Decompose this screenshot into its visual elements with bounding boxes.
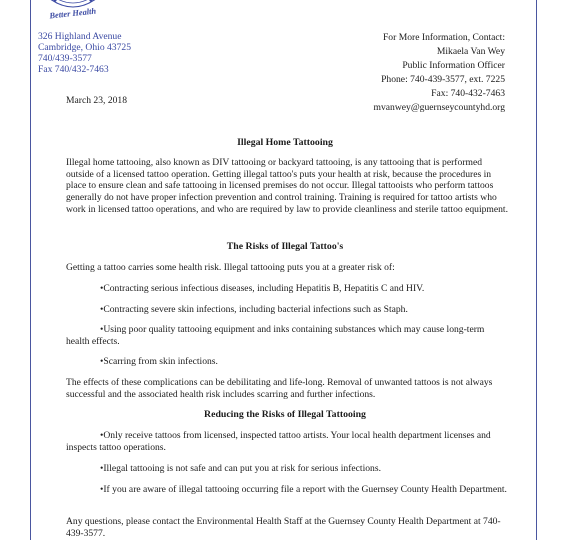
reducing-heading: Reducing the Risks of Illegal Tattooing [204,409,366,420]
address-city: Cambridge, Ohio 43725 [38,42,131,53]
contact-title: Public Information Officer [402,60,505,72]
risk-item: •Using poor quality tattooing equipment and inks containing substances which may cause long-term health effects. [66,324,485,347]
health-department-seal-logo [32,0,114,26]
risk-item: •Scarring from skin infections. [100,356,218,367]
risks-lead: Getting a tattoo carries some health risk. Illegal tattooing puts you at a greater risk of: [66,262,395,273]
risks-heading: The Risks of Illegal Tattoo's [226,241,344,252]
reducing-item: •Only receive tattoos from licensed, inspected tattoo artists. Your local health department licenses and inspects tattoo operations. [66,430,491,453]
risk-item: •Contracting serious infectious diseases, including Hepatitis B, Hepatitis C and HIV. [100,283,425,294]
footer-contact-note: Any questions, please contact the Environmental Health Staff at the Guernsey County Health Department at 740-439-3577. [66,516,501,539]
seal-text: Better Health [49,6,97,21]
contact-fax: Fax: 740-432-7463 [431,88,505,100]
risks-closing: The effects of these complications can be debilitating and life-long. Removal of unwanted tattoos is not always successful and the associated health risk includes scarring and further infections. [66,377,493,400]
contact-heading: For More Information, Contact: [382,32,505,43]
contact-phone: Phone: 740-439-3577, ext. 7225 [381,74,505,86]
contact-email: mvanwey@guernseycountyhd.org [373,102,505,114]
reducing-item: •If you are aware of illegal tattooing occurring file a report with the Guernsey County Health Department. [100,484,507,495]
address-fax: Fax 740/432-7463 [38,64,109,75]
left-border-rule [30,0,31,540]
intro-paragraph: Illegal home tattooing, also known as DIV tattooing or backyard tattooing, is any tattooing that is performed outside of a licensed tattoo operation. Getting illegal tattoo's puts your health at risk, because the procedures in place to ensure clean and safe tattooing in licensed premises do not occur. Illegal tattooists who perform tattoos generally do not have proper infection prevention and control training. Training is required for tattoo artists who work in licensed tattoo operations, and who are required by law to provide cleanliness and sterile tattoo equipment. [66,157,508,215]
contact-block [374,31,505,116]
reducing-item: •Illegal tattooing is not safe and can put you at risk for serious infections. [100,463,381,474]
release-date: March 23, 2018 [66,95,128,106]
document-title: Illegal Home Tattooing [237,137,333,148]
right-border-rule [536,0,537,540]
contact-name: Mikaela Van Wey [436,46,505,58]
mailing-address [38,31,131,75]
address-phone: 740/439-3577 [38,53,92,64]
risk-item: •Contracting severe skin infections, including bacterial infections such as Staph. [100,304,408,315]
address-street: 326 Highland Avenue [38,31,122,42]
